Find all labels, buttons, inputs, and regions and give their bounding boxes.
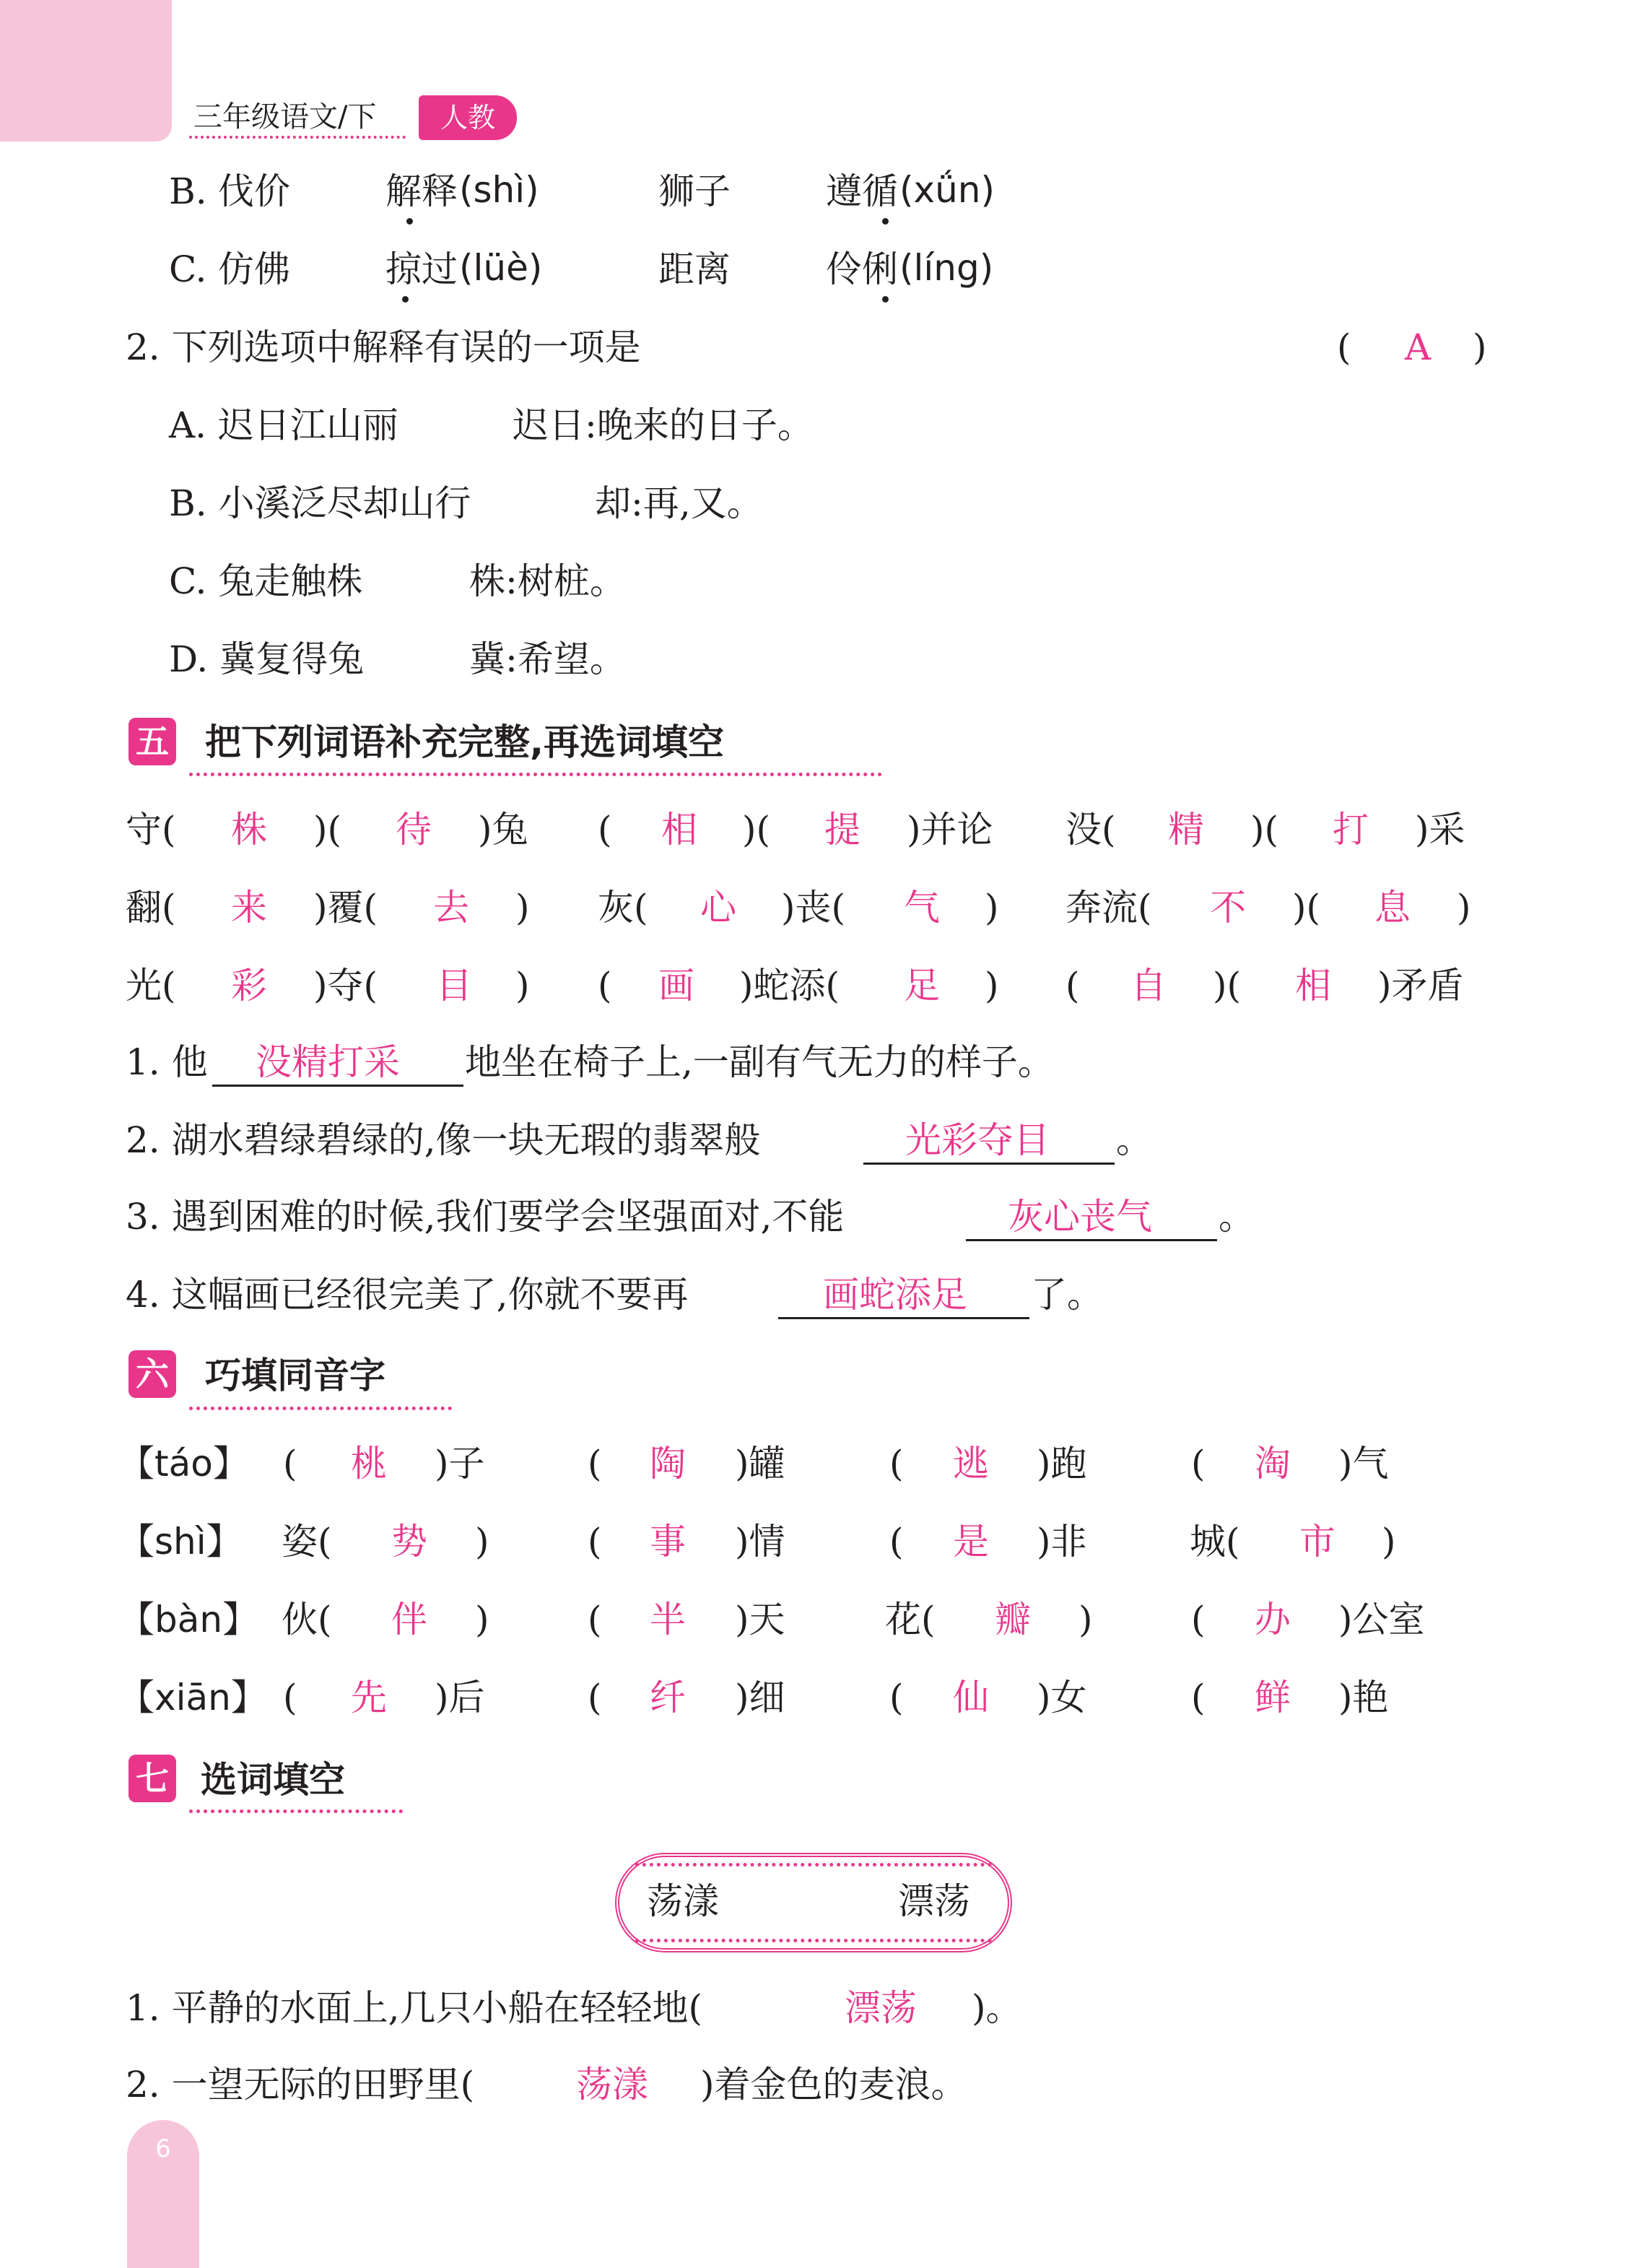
q1-option-c-word2: 掠过 xyxy=(385,248,458,290)
idiom-answer: 足 xyxy=(904,965,940,1007)
s5-sentence-4-post: 了。 xyxy=(1031,1274,1103,1316)
s5-sentence-4-pre: 4. 这幅画已经很完美了,你就不要再 xyxy=(126,1274,689,1316)
answer-underline xyxy=(778,1317,1029,1319)
idiom-text: )( xyxy=(742,809,771,851)
q2-option-b: B. 小溪泛尽却山行 xyxy=(169,482,471,524)
homophone-text: ( xyxy=(588,1521,602,1563)
homophone-text: )罐 xyxy=(735,1443,785,1485)
idiom-text: 光( xyxy=(126,965,176,1007)
s7-sentence-1-pre: 1. 平静的水面上,几只小船在轻轻地( xyxy=(126,1987,702,2029)
homophone-text: ) xyxy=(1078,1599,1093,1641)
q2-answer: A xyxy=(1405,326,1431,368)
homophone-text: )子 xyxy=(435,1443,485,1485)
idiom-text: ) xyxy=(985,887,999,929)
idiom-answer: 待 xyxy=(396,809,432,851)
q2-gloss-b: 却:再,又。 xyxy=(595,482,763,524)
s5-sentence-4-answer: 画蛇添足 xyxy=(823,1274,967,1316)
word-choice-1: 荡漾 xyxy=(647,1880,719,1922)
homophone-pinyin: 【xiān】 xyxy=(118,1677,267,1719)
idiom-text: 灰( xyxy=(598,887,648,929)
homophone-pinyin: 【shì】 xyxy=(118,1521,243,1563)
answer-underline xyxy=(212,1085,463,1087)
book-title: 三年级语文/下 xyxy=(193,100,377,134)
idiom-text: ) xyxy=(515,887,530,929)
s5-sentence-3-pre: 3. 遇到困难的时候,我们要学会坚强面对,不能 xyxy=(126,1196,845,1238)
homophone-text: ( xyxy=(889,1677,904,1719)
homophone-text: )气 xyxy=(1338,1443,1389,1485)
homophone-text: )情 xyxy=(735,1521,785,1563)
homophone-answer: 陶 xyxy=(650,1443,686,1485)
homophone-text: ( xyxy=(1191,1599,1206,1641)
idiom-text: )兔 xyxy=(478,809,528,851)
answer-underline xyxy=(863,1163,1115,1165)
homophone-text: ( xyxy=(1191,1677,1206,1719)
section-7-title: 选词填空 xyxy=(201,1759,345,1801)
idiom-text: 没( xyxy=(1065,809,1116,851)
homophone-text: )女 xyxy=(1037,1677,1087,1719)
section-6-dotted-underline xyxy=(189,1407,452,1410)
s5-sentence-1-answer: 没精打采 xyxy=(256,1041,400,1083)
idiom-text: ( xyxy=(598,965,612,1007)
homophone-answer: 淘 xyxy=(1255,1443,1291,1485)
idiom-answer: 相 xyxy=(661,809,697,851)
idiom-text: 翻( xyxy=(126,887,176,929)
idiom-text: 奔流( xyxy=(1065,887,1152,929)
homophone-text: ) xyxy=(475,1521,489,1563)
q1-option-b-label: B. xyxy=(169,170,207,212)
homophone-text: )后 xyxy=(435,1677,485,1719)
idiom-answer: 不 xyxy=(1210,887,1246,929)
s7-sentence-1-answer: 漂荡 xyxy=(845,1987,917,2029)
q1-option-c-word4: 伶俐 xyxy=(826,248,898,290)
header-dotted-line xyxy=(189,136,406,139)
idiom-text: )覆( xyxy=(313,887,378,929)
idiom-answer: 株 xyxy=(231,809,267,851)
q1-option-b-pinyin2: (shì) xyxy=(459,169,539,211)
s5-sentence-3-post: 。 xyxy=(1219,1196,1255,1238)
s7-sentence-1-post: )。 xyxy=(972,1987,1022,2029)
corner-decoration xyxy=(0,0,172,142)
homophone-text: 花( xyxy=(885,1599,936,1641)
q2-option-d: D. 冀复得兔 xyxy=(169,638,365,680)
idiom-text: ) xyxy=(985,965,999,1007)
section-5-badge: 五 xyxy=(128,718,176,765)
idiom-answer: 自 xyxy=(1130,965,1167,1007)
idiom-answer: 精 xyxy=(1168,809,1204,851)
homophone-answer: 事 xyxy=(650,1521,686,1563)
section-6-badge: 六 xyxy=(128,1350,176,1398)
s7-sentence-2-post: )着金色的麦浪。 xyxy=(700,2064,967,2106)
q1-option-c-word3: 距离 xyxy=(658,248,731,290)
homophone-answer: 瓣 xyxy=(995,1599,1031,1641)
homophone-text: ( xyxy=(889,1443,904,1485)
q1-option-c-label: C. xyxy=(169,248,207,290)
homophone-answer: 先 xyxy=(351,1677,387,1719)
q1-option-b-word4: 遵循 xyxy=(826,170,898,212)
idiom-text: )采 xyxy=(1415,809,1465,851)
q1-option-c-pinyin2: (lüè) xyxy=(459,247,543,289)
homophone-text: 城( xyxy=(1190,1521,1240,1563)
q2-paren-open: ( xyxy=(1337,326,1351,368)
homophone-answer: 纤 xyxy=(650,1677,686,1719)
section-5-dotted-underline xyxy=(189,773,882,776)
homophone-answer: 势 xyxy=(391,1521,427,1563)
idiom-answer: 心 xyxy=(700,887,736,929)
emphasis-dot xyxy=(402,296,409,303)
idiom-text: )矛盾 xyxy=(1377,965,1464,1007)
q1-option-b-word2: 解释 xyxy=(385,170,458,212)
homophone-text: )非 xyxy=(1037,1521,1087,1563)
s5-sentence-1-post: 地坐在椅子上,一副有气无力的样子。 xyxy=(465,1041,1054,1083)
homophone-text: )公室 xyxy=(1338,1599,1425,1641)
homophone-pinyin: 【bàn】 xyxy=(118,1599,259,1641)
idiom-text: )( xyxy=(313,809,342,851)
idiom-answer: 来 xyxy=(231,887,267,929)
q2-stem: 2. 下列选项中解释有误的一项是 xyxy=(126,326,641,368)
idiom-answer: 息 xyxy=(1374,887,1411,929)
idiom-answer: 提 xyxy=(824,809,860,851)
idiom-text: )蛇添( xyxy=(739,965,840,1007)
section-7-dotted-underline xyxy=(189,1809,403,1813)
s5-sentence-2-answer: 光彩夺目 xyxy=(905,1119,1050,1161)
section-7-badge: 七 xyxy=(128,1755,176,1802)
s7-sentence-2-pre: 2. 一望无际的田野里( xyxy=(126,2064,475,2106)
homophone-answer: 伴 xyxy=(391,1599,427,1641)
idiom-text: )夺( xyxy=(313,965,378,1007)
idiom-answer: 彩 xyxy=(231,965,267,1007)
word-choice-2: 漂荡 xyxy=(898,1880,970,1922)
homophone-answer: 市 xyxy=(1299,1521,1335,1563)
homophone-text: ( xyxy=(889,1521,904,1563)
idiom-text: ) xyxy=(1457,887,1471,929)
idiom-text: ( xyxy=(598,809,612,851)
s5-sentence-3-answer: 灰心丧气 xyxy=(1008,1196,1152,1238)
idiom-answer: 去 xyxy=(433,887,469,929)
idiom-text: )并论 xyxy=(907,809,993,851)
q2-option-a: A. 迟日江山丽 xyxy=(169,404,398,446)
edition-tag: 人教 xyxy=(419,95,517,140)
q2-gloss-a: 迟日:晚来的日子。 xyxy=(513,404,814,446)
homophone-text: ( xyxy=(588,1677,602,1719)
s5-sentence-2-pre: 2. 湖水碧绿碧绿的,像一块无瑕的翡翠般 xyxy=(126,1119,761,1161)
s5-sentence-2-post: 。 xyxy=(1116,1119,1152,1161)
q2-option-c: C. 兔走触株 xyxy=(169,560,363,602)
q1-option-c-word1: 仿佛 xyxy=(218,248,290,290)
page-number: 6 xyxy=(127,2120,199,2192)
idiom-answer: 目 xyxy=(436,965,472,1007)
homophone-answer: 逃 xyxy=(953,1443,989,1485)
idiom-text: )( xyxy=(1213,965,1242,1007)
q1-option-b-pinyin4: (xǘn) xyxy=(899,169,995,211)
q2-gloss-c: 株:树桩。 xyxy=(469,560,626,602)
homophone-text: )艳 xyxy=(1338,1677,1389,1719)
homophone-text: ( xyxy=(588,1599,602,1641)
homophone-answer: 是 xyxy=(953,1521,989,1563)
idiom-text: )丧( xyxy=(781,887,846,929)
q1-option-b-word1: 伐价 xyxy=(218,170,290,212)
homophone-text: 伙( xyxy=(282,1599,332,1641)
homophone-text: )细 xyxy=(735,1677,785,1719)
section-6-title: 巧填同音字 xyxy=(205,1355,385,1396)
idiom-text: )( xyxy=(1250,809,1279,851)
homophone-answer: 桃 xyxy=(351,1443,387,1485)
s5-sentence-1-pre: 1. 他 xyxy=(126,1041,208,1083)
homophone-answer: 仙 xyxy=(953,1677,989,1719)
idiom-answer: 画 xyxy=(658,965,694,1007)
q2-paren-close: ) xyxy=(1473,326,1487,368)
homophone-text: )跑 xyxy=(1037,1443,1087,1485)
emphasis-dot xyxy=(882,296,889,303)
homophone-text: ( xyxy=(283,1677,297,1719)
emphasis-dot xyxy=(882,218,889,225)
homophone-text: ( xyxy=(283,1443,297,1485)
s7-sentence-2-answer: 荡漾 xyxy=(576,2064,648,2106)
idiom-text: )( xyxy=(1292,887,1321,929)
homophone-text: ) xyxy=(1382,1521,1396,1563)
idiom-text: ) xyxy=(515,965,530,1007)
homophone-text: 姿( xyxy=(282,1521,332,1563)
homophone-text: ) xyxy=(475,1599,489,1641)
homophone-answer: 鲜 xyxy=(1255,1677,1291,1719)
homophone-pinyin: 【táo】 xyxy=(118,1443,249,1485)
idiom-answer: 气 xyxy=(904,887,940,929)
homophone-text: ( xyxy=(1191,1443,1206,1485)
homophone-text: )天 xyxy=(735,1599,785,1641)
answer-underline xyxy=(966,1239,1217,1241)
q2-gloss-d: 冀:希望。 xyxy=(469,638,626,680)
idiom-text: 守( xyxy=(126,809,176,851)
q1-option-b-word3: 狮子 xyxy=(658,170,731,212)
homophone-answer: 半 xyxy=(650,1599,686,1641)
emphasis-dot xyxy=(406,218,413,225)
q1-option-c-pinyin4: (líng) xyxy=(899,247,994,289)
idiom-answer: 相 xyxy=(1295,965,1331,1007)
idiom-answer: 打 xyxy=(1333,809,1369,851)
homophone-answer: 办 xyxy=(1255,1599,1291,1641)
idiom-text: ( xyxy=(1065,965,1080,1007)
section-5-title: 把下列词语补充完整,再选词填空 xyxy=(205,721,724,763)
homophone-text: ( xyxy=(588,1443,602,1485)
